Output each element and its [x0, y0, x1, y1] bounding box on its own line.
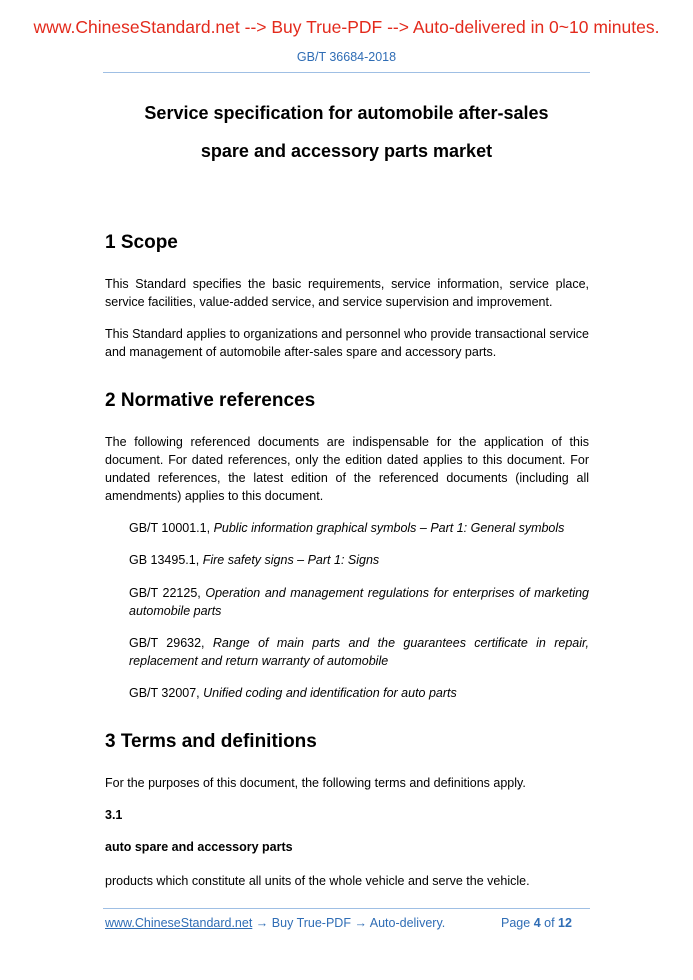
footer-delivery-label: Auto-delivery. [369, 916, 446, 930]
reference-title: Unified coding and identification for auto parts [203, 686, 457, 700]
reference-code: GB 13495.1, [129, 553, 200, 567]
reference-code: GB/T 32007, [129, 686, 200, 700]
scope-paragraph-1: This Standard specifies the basic requirements, service information, service place, service facilities, value-added service, and service supervision and improvement. [105, 277, 589, 309]
page-total: 12 [558, 916, 572, 930]
header-divider [103, 72, 590, 73]
reference-title: Public information graphical symbols – Part 1: General symbols [213, 521, 565, 535]
term-name: auto spare and accessory parts [105, 840, 293, 854]
reference-item [129, 551, 589, 569]
header-standard-code: GB/T 36684-2018 [296, 50, 397, 64]
reference-item [129, 584, 589, 620]
footer-links [105, 916, 445, 930]
term-definition: products which constitute all units of the whole vehicle and serve the vehicle. [105, 874, 530, 888]
footer-divider [103, 908, 590, 909]
scope-paragraph-2: This Standard applies to organizations and personnel who provide transactional service and management of automobile after-sales spare and accessory parts. [105, 327, 589, 359]
footer-buy-label: Buy True-PDF [271, 916, 351, 930]
page-indicator [501, 916, 572, 930]
arrow-right-icon: → [354, 916, 367, 930]
term-number: 3.1 [105, 808, 123, 822]
page-of-label: of [544, 916, 555, 930]
reference-item [129, 634, 589, 670]
promo-banner[interactable]: www.ChineseStandard.net --> Buy True-PDF --> Auto-delivered in 0~10 minutes. [33, 17, 660, 37]
reference-item [129, 519, 589, 537]
normative-paragraph: The following referenced documents are indispensable for the application of this document. For dated references, only the edition dated applies to this document. For undated references, the latest edition of the referenced documents (including all amendments) applies to this document. [105, 435, 589, 503]
section-heading-terms-and-definitions: 3 Terms and definitions [105, 731, 317, 752]
page-current: 4 [533, 916, 541, 930]
reference-code: GB/T 29632, [129, 636, 205, 650]
section-heading-normative-references: 2 Normative references [105, 390, 316, 411]
reference-code: GB/T 10001.1, [129, 521, 211, 535]
arrow-right-icon: → [255, 916, 269, 930]
footer-site-link[interactable]: www.ChineseStandard.net [105, 916, 253, 930]
reference-code: GB/T 22125, [129, 586, 201, 600]
document-title-line-2: spare and accessory parts market [200, 141, 493, 161]
document-title-line-1: Service specification for automobile after-sales [144, 103, 549, 123]
reference-title: Fire safety signs – Part 1: Signs [202, 553, 380, 567]
terms-intro-paragraph: For the purposes of this document, the following terms and definitions apply. [105, 776, 526, 790]
reference-item [129, 684, 589, 702]
reference-title: Range of main parts and the guarantees certificate in repair, replacement and return warranty of automobile [129, 636, 589, 668]
section-heading-scope: 1 Scope [105, 232, 178, 253]
page-label: Page [501, 916, 531, 930]
reference-title: Operation and management regulations for enterprises of marketing automobile parts [129, 586, 590, 618]
